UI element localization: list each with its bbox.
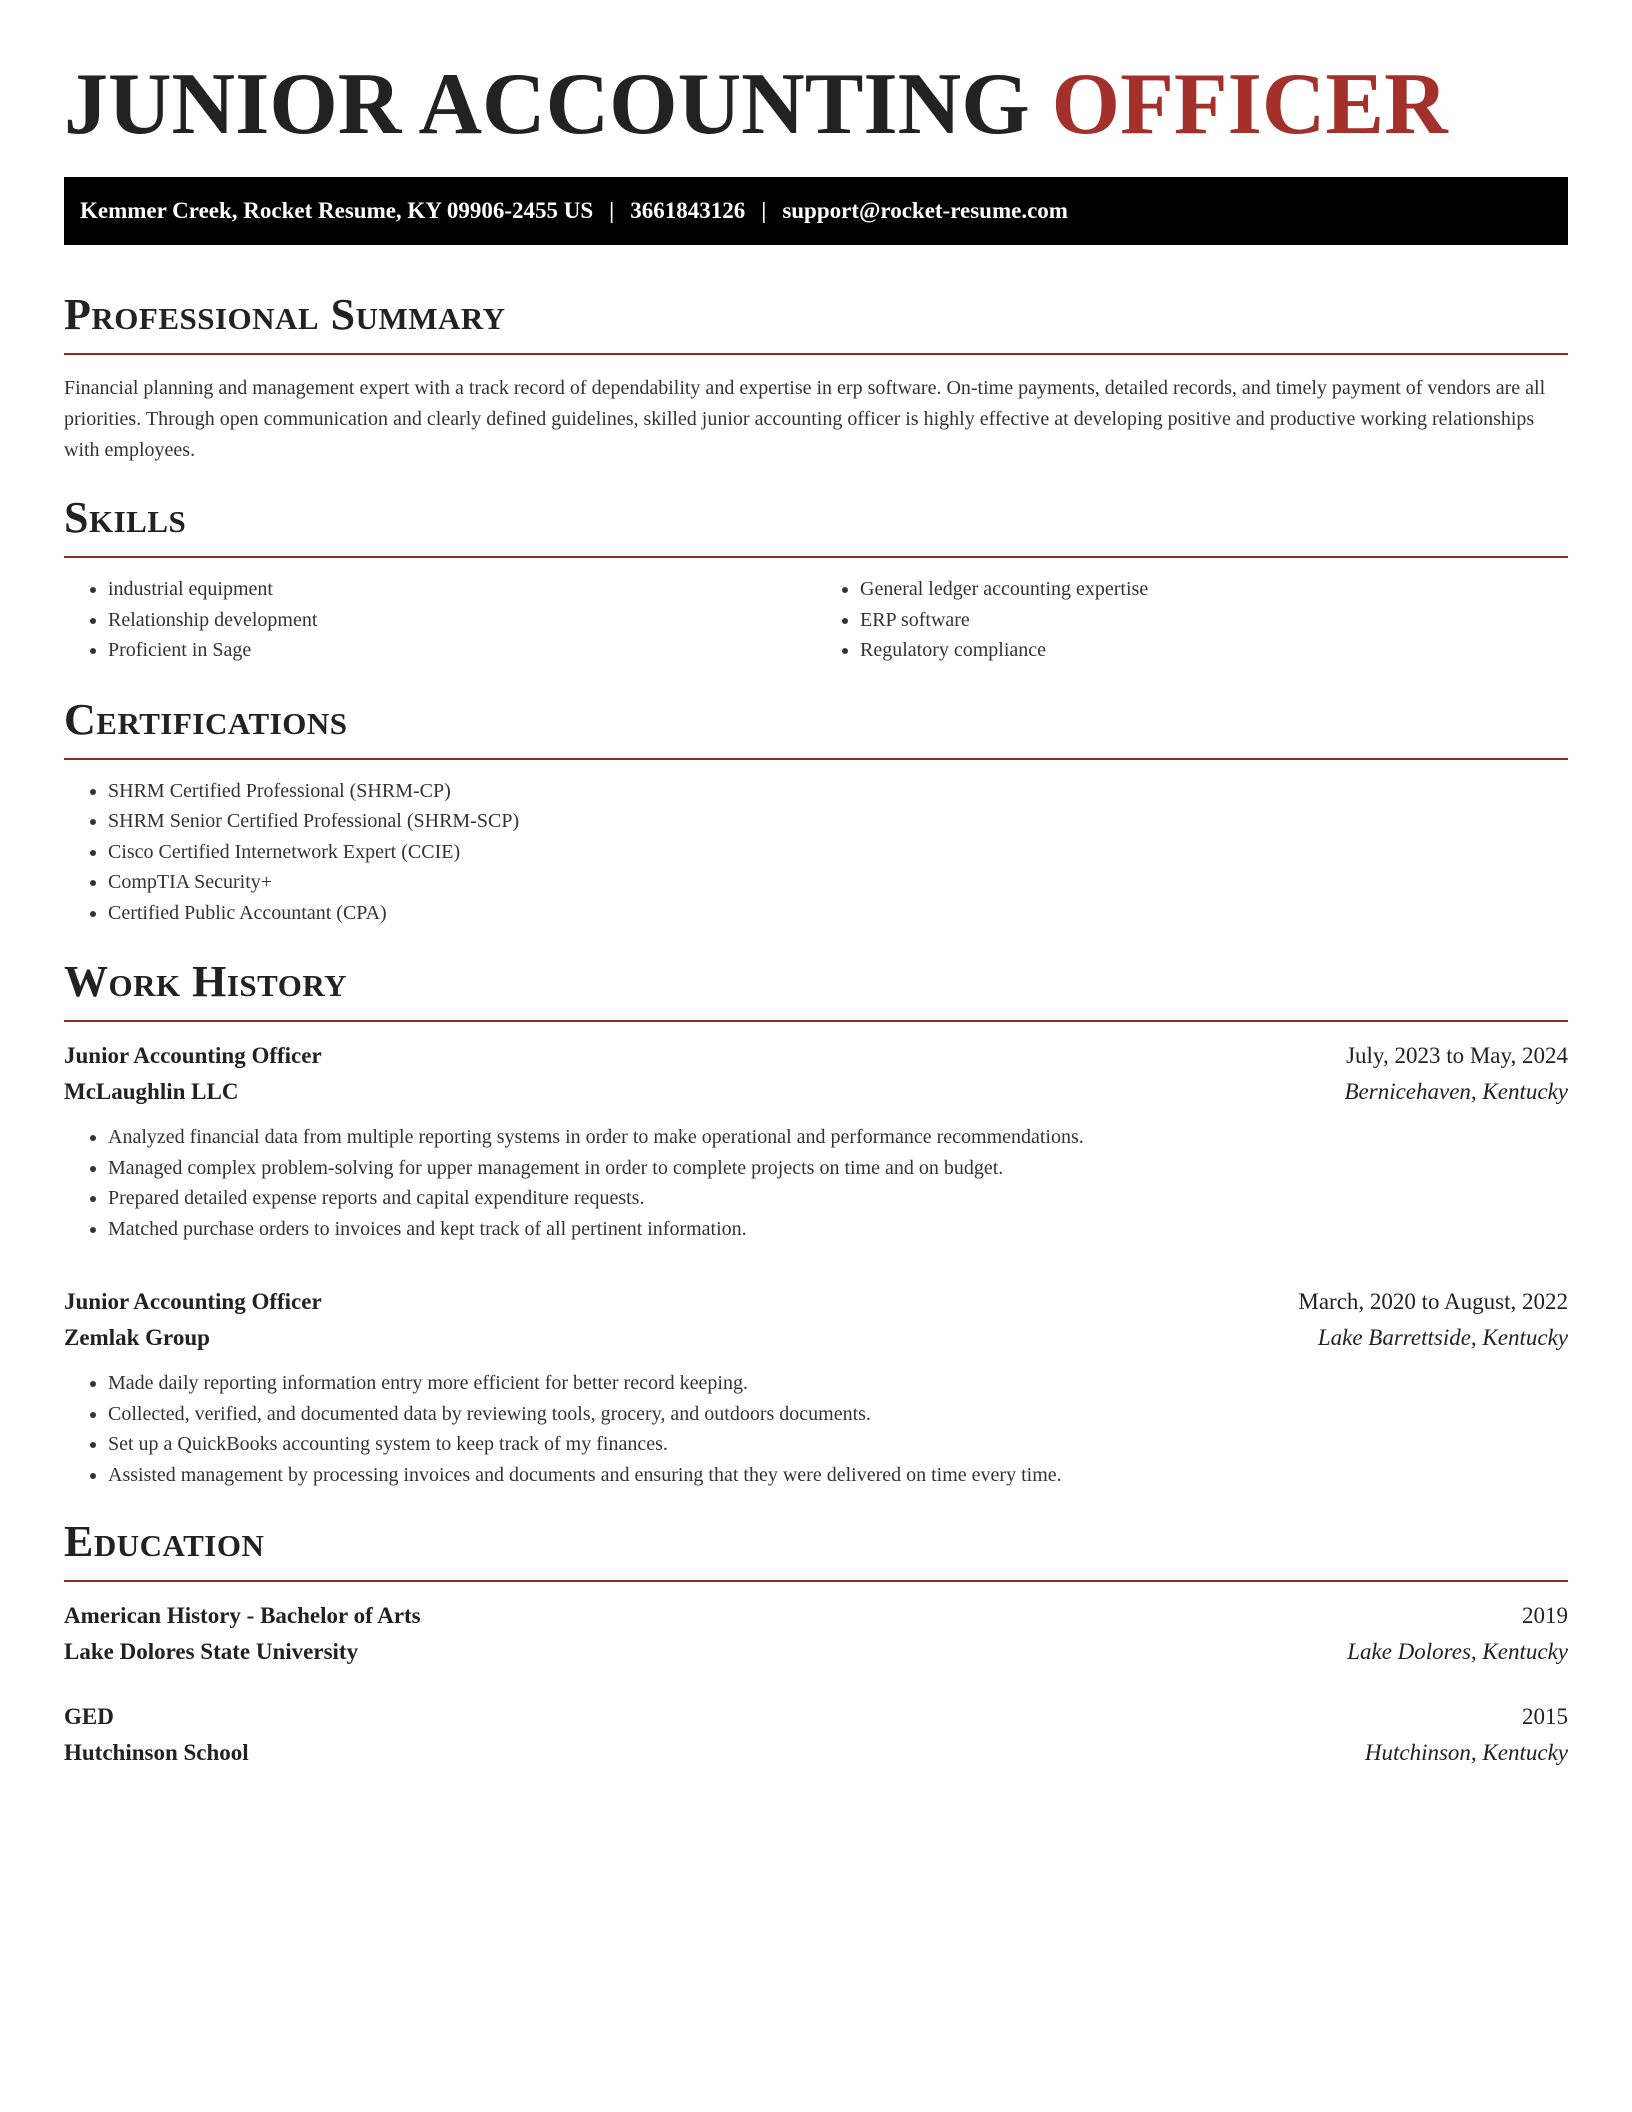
education-school-row — [64, 1735, 1568, 1771]
resume-name — [64, 56, 1568, 154]
certification-item: • Cisco Certified Internetwork Expert (CCIE) — [108, 837, 1568, 868]
job-role: Junior Accounting Officer — [64, 1289, 322, 1314]
education-entry — [64, 1598, 1568, 1670]
job-bullet: • Matched purchase orders to invoices and kept track of all pertinent information. — [108, 1214, 1568, 1245]
certification-item: • SHRM Certified Professional (SHRM-CP) — [108, 776, 1568, 807]
education-school: Lake Dolores State University — [64, 1639, 359, 1664]
certifications-list — [64, 776, 1568, 929]
skill-item: • General ledger accounting expertise — [860, 574, 1568, 605]
job-entry — [64, 1284, 1568, 1490]
work-section — [64, 956, 1568, 1490]
section-divider — [64, 1020, 1568, 1022]
job-company-row — [64, 1320, 1568, 1356]
summary-title: Professional Summary — [64, 290, 506, 339]
education-entry — [64, 1699, 1568, 1771]
job-company: Zemlak Group — [64, 1325, 210, 1350]
name-accent: OFFICER — [1051, 56, 1448, 153]
job-bullet: • Made daily reporting information entry more efficient for better record keeping. — [108, 1368, 1568, 1399]
contact-phone: 3661843126 — [630, 198, 746, 223]
contact-separator: | — [761, 198, 767, 223]
job-header-row — [64, 1038, 1568, 1074]
education-location: Lake Dolores, Kentucky — [1347, 1639, 1568, 1664]
education-year: 2019 — [1522, 1603, 1568, 1628]
job-dates: March, 2020 to August, 2022 — [1298, 1289, 1568, 1314]
skill-item: • Regulatory compliance — [860, 635, 1568, 666]
job-bullets — [64, 1368, 1568, 1490]
certification-item: • Certified Public Accountant (CPA) — [108, 898, 1568, 929]
skills-section — [64, 492, 1568, 666]
job-bullet: • Managed complex problem-solving for upper management in order to complete projects on time and on budget. — [108, 1153, 1568, 1184]
skills-left-list — [64, 574, 816, 666]
job-entry — [64, 1038, 1568, 1244]
job-bullet: • Prepared detailed expense reports and capital expenditure requests. — [108, 1183, 1568, 1214]
job-company-row — [64, 1074, 1568, 1110]
contact-address: Kemmer Creek, Rocket Resume, KY 09906-2455 US — [80, 198, 594, 223]
education-location: Hutchinson, Kentucky — [1364, 1740, 1568, 1765]
skill-item: • industrial equipment — [108, 574, 816, 605]
education-school-row — [64, 1634, 1568, 1670]
education-section — [64, 1516, 1568, 1771]
job-bullet: • Collected, verified, and documented data by reviewing tools, grocery, and outdoors documents. — [108, 1399, 1568, 1430]
section-divider — [64, 1580, 1568, 1582]
job-bullet: • Set up a QuickBooks accounting system to keep track of my finances. — [108, 1429, 1568, 1460]
education-title: Education — [64, 1517, 265, 1566]
section-divider — [64, 758, 1568, 760]
job-company: McLaughlin LLC — [64, 1079, 239, 1104]
skills-grid — [64, 574, 1568, 666]
certification-item: • SHRM Senior Certified Professional (SHRM-SCP) — [108, 806, 1568, 837]
education-year: 2015 — [1522, 1704, 1568, 1729]
education-degree-row — [64, 1598, 1568, 1634]
education-degree: American History - Bachelor of Arts — [64, 1603, 421, 1628]
name-main: JUNIOR ACCOUNTING — [64, 56, 1030, 153]
certification-item: • CompTIA Security+ — [108, 867, 1568, 898]
contact-bar — [64, 177, 1568, 245]
education-degree-row — [64, 1699, 1568, 1735]
job-location: Bernicehaven, Kentucky — [1344, 1079, 1568, 1104]
summary-section — [64, 289, 1568, 466]
skill-item: • ERP software — [860, 605, 1568, 636]
skill-item: • Proficient in Sage — [108, 635, 816, 666]
work-title: Work History — [64, 957, 348, 1006]
job-role: Junior Accounting Officer — [64, 1043, 322, 1068]
job-bullet: • Analyzed financial data from multiple reporting systems in order to make operational and performance recommendations. — [108, 1122, 1568, 1153]
section-divider — [64, 353, 1568, 355]
certifications-title: Certifications — [64, 694, 348, 744]
summary-text: Financial planning and management expert with a track record of dependability and expertise in erp software. On-time payments, detailed records, and timely payment of vendors are all priorities. Through open communication and clearly defined guidelines, skilled junior accounting officer is highly effective at developing positive and productive working relationships with employees. — [64, 377, 1546, 461]
certifications-section — [64, 694, 1568, 929]
skills-title: Skills — [64, 493, 187, 542]
job-bullets — [64, 1122, 1568, 1244]
section-divider — [64, 556, 1568, 558]
education-degree: GED — [64, 1704, 114, 1729]
contact-email: support@rocket-resume.com — [782, 198, 1068, 223]
education-school: Hutchinson School — [64, 1740, 249, 1765]
job-dates: July, 2023 to May, 2024 — [1346, 1043, 1568, 1068]
job-header-row — [64, 1284, 1568, 1320]
job-location: Lake Barrettside, Kentucky — [1317, 1325, 1568, 1350]
job-bullet: • Assisted management by processing invoices and documents and ensuring that they were delivered on time every time. — [108, 1460, 1568, 1491]
contact-separator: | — [609, 198, 615, 223]
skills-right-list — [816, 574, 1568, 666]
skill-item: • Relationship development — [108, 605, 816, 636]
